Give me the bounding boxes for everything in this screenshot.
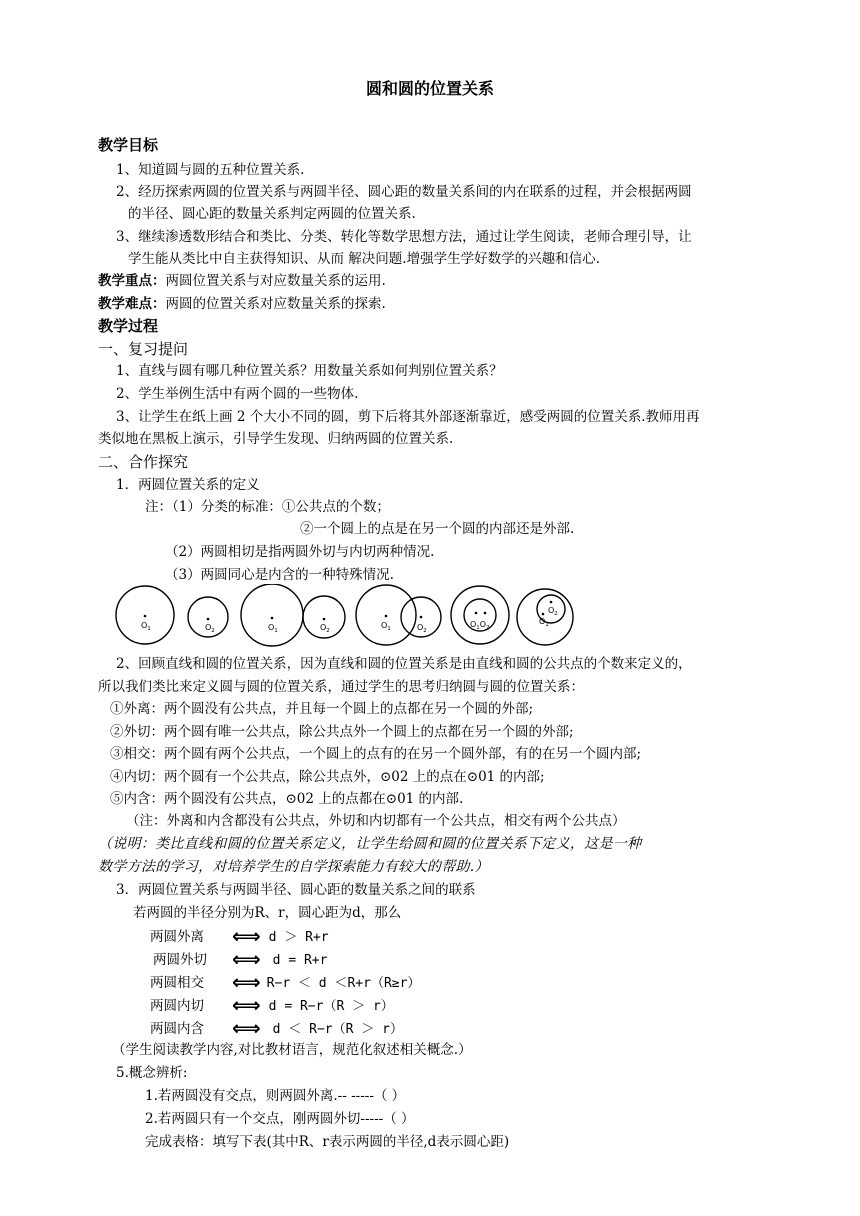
figure-label-o2-c: $O_2$ [417, 623, 427, 634]
figure-label-o1-a: $O_1$ [141, 621, 151, 632]
definition-separate: ①外离：两个圆没有公共点，并且每一个圆上的点都在另一个圆的外部; [110, 701, 534, 717]
page-title: 圆和圆的位置关系 [365, 79, 494, 98]
figure-label-o1-b: $O_1$ [268, 623, 278, 634]
definition-intersect: ③相交：两个圆有两个公共点，一个圆上的点有的在另一个圆外部，有的在另一个圆内部; [110, 746, 642, 762]
explore-note3: （3）两圆同心是内含的一种特殊情况. [165, 567, 394, 583]
figure-label-o2-b: $O_2$ [320, 623, 330, 634]
definition-internal-tangent: ④内切：两个圆有一个公共点，除公共点外，⊙02 上的点在⊙01 的内部; [110, 769, 545, 785]
relation-name: 两圆相交 [150, 975, 204, 991]
objective-item-3-cont: 学生能从类比中自主获得知识、从而 解决问题.增强学生学好数学的兴趣和信心. [128, 251, 600, 267]
explore-note1b: ②一个圆上的点是在另一个圆的内部还是外部. [300, 521, 575, 537]
relation-condition: d = R−r（R ＞ r） [268, 999, 394, 1014]
table-intro: 完成表格：填写下表(其中R、r表示两圆的半径,d表示圆心距) [145, 1134, 510, 1150]
explore-note1: 注：（1）分类的标准：①公共点的个数； [145, 499, 390, 515]
double-arrow-icon: ⟺ [232, 993, 261, 1017]
relation-row-external-tangent [153, 947, 328, 971]
difficult-point [98, 295, 386, 313]
objective-item-2-cont: 的半径、圆心距的数量关系判定两圆的位置关系. [128, 206, 416, 222]
double-arrow-icon: ⟺ [232, 1016, 261, 1040]
double-arrow-icon: ⟺ [232, 924, 261, 948]
process-heading: 教学过程 [98, 317, 159, 335]
objective-item-1: 1、知道圆与圆的五种位置关系. [116, 162, 305, 178]
key-point [98, 272, 386, 290]
relation-name: 两圆内含 [150, 1021, 204, 1037]
objective-item-3: 3、继续渗透数形结合和类比、分类、转化等数学思想方法，通过让学生阅读，老师合理引导，让 [116, 229, 692, 245]
review-heading: 一、复习提问 [98, 340, 189, 358]
reading-note: （学生阅读教学内容,对比教材语言，规范化叙述相关概念.） [112, 1042, 472, 1058]
difficult-point-text: 两圆的位置关系对应数量关系的探索. [165, 296, 386, 312]
review2-line-1: 2、回顾直线和圆的位置关系，因为直线和圆的位置关系是由直线和圆的公共点的个数来定义的， [116, 656, 692, 672]
review-item-3: 3、让学生在纸上画 2 个大小不同的圆，剪下后将其外部逐渐靠近，感受两圆的位置关系.教师用再 [116, 409, 700, 425]
difficult-point-label: 教学难点： [98, 296, 166, 312]
double-arrow-icon: ⟺ [232, 970, 261, 994]
key-point-text: 两圆位置关系与对应数量关系的运用. [165, 273, 386, 289]
objective-item-2: 2、经历探索两圆的位置关系与两圆半径、圆心距的数量关系间的内在联系的过程，并会根据两圆 [116, 184, 692, 200]
circles-figure [110, 584, 580, 650]
relation-condition: d ＜ R−r（R ＞ r） [272, 1022, 403, 1037]
concept-question-1: 1.若两圆没有交点，则两圆外离.-- -----（ ） [145, 1088, 406, 1104]
definition-contain: ⑤内含：两个圆没有公共点，⊙02 上的点都在⊙01 的内部. [110, 791, 464, 807]
relation-name: 两圆内切 [150, 998, 204, 1014]
figure-label-o1-e: $O_1$ [539, 617, 549, 628]
explore-note2: （2）两圆相切是指两圆外切与内切两种情况. [165, 544, 435, 560]
section3-intro: 若两圆的半径分别为R、r，圆心距为d，那么 [133, 905, 402, 921]
explanation-line-1: （说明：类比直线和圆的位置关系定义，让学生给圆和圆的位置关系下定义，这是一种 [98, 836, 642, 852]
figure-ext-tangent-circle-o1 [241, 584, 303, 646]
relation-row-internal-tangent [150, 993, 394, 1017]
review-item-1: 1、直线与圆有哪几种位置关系？用数量关系如何判别位置关系？ [116, 363, 503, 379]
review-item-2: 2、学生举例生活中有两个圆的一些物体. [116, 386, 359, 402]
double-arrow-icon: ⟺ [232, 947, 261, 971]
relation-row-separate [150, 924, 329, 948]
relation-row-contain [150, 1016, 403, 1040]
definition-external-tangent: ②外切：两个圆有唯一公共点，除公共点外一个圆上的点都在另一个圆的外部; [110, 724, 574, 740]
review-item-3-cont: 类似地在黑板上演示，引导学生发现、归纳两圆的位置关系. [98, 431, 454, 447]
explanation-line-2: 数学方法的学习，对培养学生的自学探索能力有较大的帮助.） [98, 859, 489, 875]
review2-line-2: 所以我们类比来定义圆与圆的位置关系，通过学生的思考归纳圆与圆的位置关系： [98, 679, 584, 695]
explore-heading: 二、合作探究 [98, 453, 189, 471]
relation-name: 两圆外切 [153, 952, 207, 968]
definition-note: （注：外离和内含都没有公共点，外切和内切都有一个公共点，相交有两个公共点） [126, 813, 626, 829]
concept-question-2: 2.若两圆只有一个交点，刚两圆外切-----（ ） [145, 1111, 415, 1127]
key-point-label: 教学重点： [98, 273, 166, 289]
figure-label-o2-e: $O_2$ [548, 606, 558, 617]
figure-label-o1-c: $O_1$ [381, 621, 391, 632]
section5-heading: 5.概念辨析: [116, 1065, 188, 1081]
relation-condition: d = R+r [272, 953, 328, 968]
relation-condition: R−r ＜ d ＜R+r（R≥r） [266, 976, 421, 991]
figure-int-tangent-circle-o1 [451, 586, 509, 644]
objectives-heading: 教学目标 [98, 136, 159, 154]
figure-label-o2-a: $O_2$ [205, 623, 215, 634]
figure-label-o1o2-d: $O_1O_2$ [470, 620, 490, 631]
relation-row-intersect [150, 970, 421, 994]
explore-sub1: 1．两圆位置关系的定义 [116, 477, 260, 493]
section3-heading: 3．两圆位置关系与两圆半径、圆心距的数量关系之间的联系 [116, 882, 476, 898]
relation-condition: d ＞ R+r [268, 930, 329, 945]
relation-name: 两圆外离 [150, 929, 204, 945]
